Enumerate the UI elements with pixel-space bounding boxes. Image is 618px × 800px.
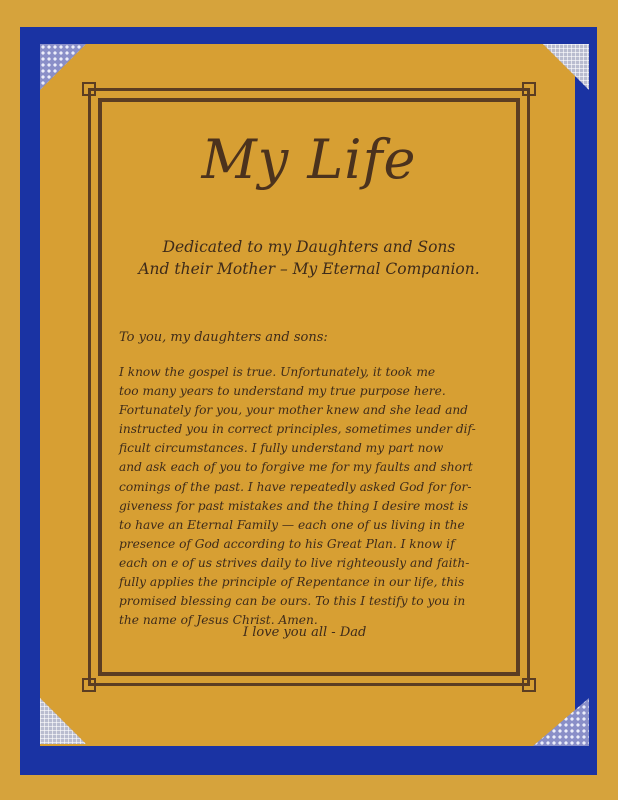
frame-corner-ornament <box>522 82 536 96</box>
dedication-line-2: And their Mother – My Eternal Companion. <box>138 260 480 278</box>
frame-corner-ornament <box>522 678 536 692</box>
letter-body: I know the gospel is true. Unfortunately, it took me too many years to understand my true purpose here. Fortunately for you, your mother knew and she lead and instructed you in correct principles, sometimes under dif- ficult circumstances. I fully understand my part now and ask each of you to forgive me for my faults and short comings of the past. I have repeatedly asked God for for- giveness for past mistakes and the thing I desire most is to have an Eternal Family — each one of us living in the presence of God according to his Great Plan. I know if each on e of us strives daily to live righteously and faith- fully applies the principle of Repentance in our life, this promised blessing can be ours. To this I testify to you in the name of Jesus Christ. Amen. <box>119 365 476 628</box>
dedication <box>98 236 520 280</box>
salutation: To you, my daughters and sons: <box>119 330 328 345</box>
signature: I love you all - Dad <box>243 625 367 640</box>
dedication-line-1: Dedicated to my Daughters and Sons <box>162 238 456 256</box>
page-title: My Life <box>201 128 417 191</box>
frame-corner-ornament <box>82 82 96 96</box>
frame-corner-ornament <box>82 678 96 692</box>
